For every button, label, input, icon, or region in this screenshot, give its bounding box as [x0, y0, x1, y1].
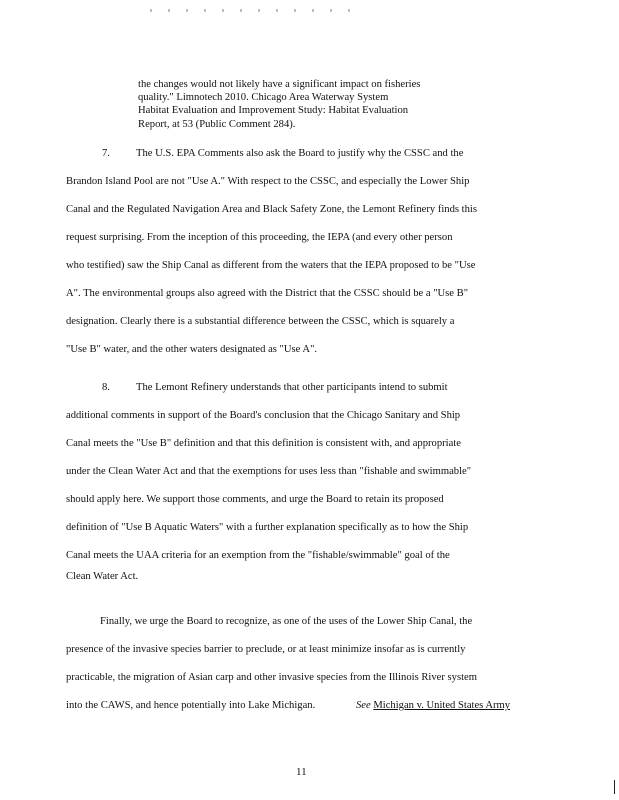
paragraph-line: should apply here. We support those comments, and urge the Board to retain its proposed: [66, 494, 444, 505]
paragraph-line: The Lemont Refinery understands that other participants intend to submit: [136, 382, 448, 393]
paragraph-line: designation. Clearly there is a substantial difference between the CSSC, which is squarely a: [66, 316, 455, 327]
case-citation: [356, 700, 510, 711]
paragraph-line: additional comments in support of the Board's conclusion that the Chicago Sanitary and Ship: [66, 410, 461, 421]
signal-see: See: [356, 700, 371, 711]
quote-line: the changes would not likely have a significant impact on fisheries: [138, 79, 421, 90]
scan-edge-mark: [614, 780, 615, 794]
paragraph-line: presence of the invasive species barrier to preclude, or at least minimize insofar as is currently: [66, 644, 466, 655]
paragraph-line: into the CAWS, and hence potentially into Lake Michigan.: [66, 700, 316, 711]
paragraph-line: under the Clean Water Act and that the exemptions for uses less than "fishable and swimmable": [66, 466, 472, 477]
paragraph-line: who testified) saw the Ship Canal as different from the waters that the IEPA proposed to be "Use: [66, 260, 476, 271]
quote-line: quality." Limnotech 2010. Chicago Area Waterway System: [138, 92, 389, 104]
case-name: Michigan v. United States Army: [373, 700, 511, 711]
paragraph-line: practicable, the migration of Asian carp and other invasive species from the Illinois River system: [66, 672, 477, 683]
paragraph-number: 7.: [102, 148, 110, 159]
block-quote: [138, 78, 478, 131]
paragraph-line: definition of "Use B Aquatic Waters" with a further explanation specifically as to how the Ship: [66, 522, 469, 533]
paragraph-line: "Use B" water, and the other waters designated as "Use A".: [66, 344, 318, 355]
paragraph-line: A". The environmental groups also agreed with the District that the CSSC should be a "Use B": [66, 288, 469, 299]
paragraph-line: request surprising. From the inception of this proceeding, the IEPA (and every other person: [66, 232, 453, 243]
scan-artifact: [150, 9, 350, 12]
paragraph-line: Clean Water Act.: [66, 571, 139, 582]
paragraph-number: 8.: [102, 382, 110, 393]
page-number: 11: [296, 766, 307, 778]
paragraph-line: Canal and the Regulated Navigation Area and Black Safety Zone, the Lemont Refinery finds this: [66, 204, 477, 215]
quote-line: Habitat Evaluation and Improvement Study: Habitat Evaluation: [138, 105, 409, 117]
paragraph-line: Canal meets the "Use B" definition and that this definition is consistent with, and appropriate: [66, 438, 461, 449]
paragraph-line: The U.S. EPA Comments also ask the Board to justify why the CSSC and the: [136, 148, 464, 159]
paragraph-line: Canal meets the UAA criteria for an exemption from the "fishable/swimmable" goal of the: [66, 550, 450, 561]
paragraph-line: Finally, we urge the Board to recognize, as one of the uses of the Lower Ship Canal, the: [100, 616, 473, 627]
paragraph-line: Brandon Island Pool are not "Use A." With respect to the CSSC, and especially the Lower Ship: [66, 176, 470, 187]
quote-line: Report, at 53 (Public Comment 284).: [138, 118, 296, 130]
